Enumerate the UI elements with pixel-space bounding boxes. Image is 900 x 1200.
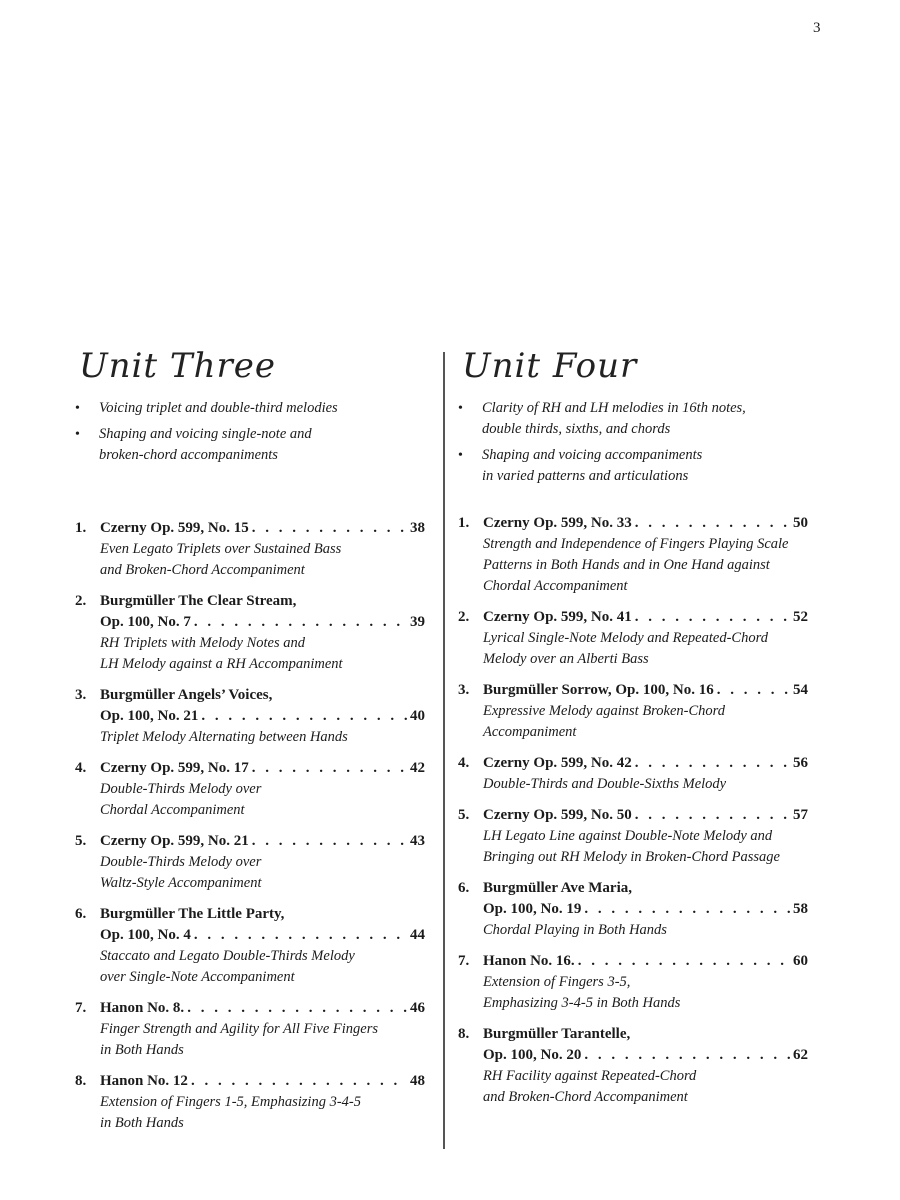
contents-entry	[458, 513, 808, 597]
entry-description: Extension of Fingers 3-5, Emphasizing 3-4-5 in Both Hands	[483, 974, 681, 1011]
entry-line	[100, 518, 425, 539]
dot-leader	[194, 612, 407, 633]
entry-number: 3.	[75, 687, 87, 703]
entry-number: 8.	[75, 1073, 87, 1089]
entry-page-number: 40	[410, 708, 425, 724]
bullet-icon: •	[75, 427, 80, 442]
goal-item: • Voicing triplet and double-third melodies	[75, 398, 425, 419]
dot-leader	[252, 831, 407, 852]
contents-entry	[458, 607, 808, 670]
entry-title: Burgmüller The Little Party,	[100, 906, 285, 922]
contents-entry	[458, 680, 808, 743]
unit-goals	[458, 398, 808, 487]
entry-number: 5.	[458, 807, 470, 823]
dot-leader	[635, 753, 790, 774]
entry-heading: Hanon No. 12	[100, 1073, 188, 1089]
entry-line	[100, 758, 425, 779]
dot-leader	[201, 706, 407, 727]
goal-item: • Shaping and voicing accompaniments in varied patterns and articulations	[458, 447, 703, 484]
entry-number: 7.	[75, 1000, 87, 1016]
unit-goals	[75, 398, 425, 466]
entry-line	[483, 513, 808, 534]
bullet-icon: •	[75, 401, 80, 416]
entry-description: Finger Strength and Agility for All Five Fingers in Both Hands	[100, 1021, 379, 1058]
contents-entry	[75, 758, 425, 821]
entry-heading: Op. 100, No. 7	[100, 614, 191, 630]
dot-leader	[578, 951, 790, 972]
entry-line	[100, 998, 425, 1019]
contents-entry	[75, 518, 425, 581]
contents-entry	[75, 998, 425, 1061]
dot-leader	[584, 1045, 790, 1066]
entry-title: Burgmüller Tarantelle,	[483, 1026, 631, 1042]
entry-line	[100, 1071, 425, 1092]
contents-list	[75, 518, 425, 1134]
entry-title: Burgmüller Ave Maria,	[483, 880, 633, 896]
entry-heading: Op. 100, No. 4	[100, 927, 191, 943]
dot-leader	[584, 899, 790, 920]
goal-item: • Clarity of RH and LH melodies in 16th notes, double thirds, sixths, and chords	[458, 400, 746, 437]
entry-page-number: 58	[793, 901, 808, 917]
entry-heading: Czerny Op. 599, No. 42	[483, 755, 632, 771]
entry-number: 2.	[458, 609, 470, 625]
dot-leader	[252, 518, 407, 539]
entry-number: 5.	[75, 833, 87, 849]
entry-page-number: 60	[793, 953, 808, 969]
entry-heading: Czerny Op. 599, No. 50	[483, 807, 632, 823]
entry-page-number: 44	[410, 927, 425, 943]
contents-entry	[75, 1071, 425, 1134]
entry-page-number: 50	[793, 515, 808, 531]
entry-line	[100, 612, 425, 633]
dot-leader	[194, 925, 407, 946]
entry-line	[100, 925, 425, 946]
entry-heading: Czerny Op. 599, No. 41	[483, 609, 632, 625]
dot-leader	[635, 607, 790, 628]
contents-entry	[458, 753, 808, 795]
entry-description: Double-Thirds and Double-Sixths Melody	[483, 776, 727, 792]
entry-line	[483, 680, 808, 701]
entry-heading: Czerny Op. 599, No. 33	[483, 515, 632, 531]
entry-description: Expressive Melody against Broken-Chord Accompaniment	[483, 703, 726, 740]
page-number: 3	[813, 20, 821, 36]
entry-page-number: 62	[793, 1047, 808, 1063]
entry-heading: Op. 100, No. 19	[483, 901, 582, 917]
contents-entry	[75, 831, 425, 894]
entry-description: LH Legato Line against Double-Note Melody and Bringing out RH Melody in Broken-Chord Passage	[483, 828, 780, 865]
entry-heading: Hanon No. 8.	[100, 1000, 185, 1016]
contents-entry	[458, 805, 808, 868]
entry-line	[483, 1045, 808, 1066]
entry-heading: Czerny Op. 599, No. 17	[100, 760, 249, 776]
entry-heading: Op. 100, No. 20	[483, 1047, 582, 1063]
entry-description: RH Facility against Repeated-Chord and Broken-Chord Accompaniment	[483, 1068, 697, 1105]
entry-number: 1.	[458, 515, 470, 531]
entry-page-number: 38	[410, 520, 425, 536]
entry-description: Chordal Playing in Both Hands	[483, 922, 667, 938]
dot-leader	[635, 805, 790, 826]
unit-three-column	[75, 340, 425, 1144]
goal-item: • Shaping and voicing single-note and broken-chord accompaniments	[75, 426, 312, 463]
contents-list	[458, 513, 808, 1108]
dot-leader	[635, 513, 790, 534]
entry-line	[100, 706, 425, 727]
column-divider	[443, 352, 445, 1149]
contents-entry	[75, 685, 425, 748]
bullet-icon: •	[458, 448, 463, 463]
entry-heading: Czerny Op. 599, No. 21	[100, 833, 249, 849]
entry-line	[483, 805, 808, 826]
unit-title: Unit Four	[462, 346, 638, 386]
entry-heading: Hanon No. 16.	[483, 953, 575, 969]
contents-entry	[458, 951, 808, 1014]
entry-page-number: 42	[410, 760, 425, 776]
entry-page-number: 39	[410, 614, 425, 630]
entry-page-number: 52	[793, 609, 808, 625]
entry-title: Burgmüller Angels’ Voices,	[100, 687, 273, 703]
entry-number: 1.	[75, 520, 87, 536]
entry-page-number: 57	[793, 807, 808, 823]
entry-page-number: 54	[793, 682, 808, 698]
contents-entry	[75, 904, 425, 988]
entry-line	[483, 753, 808, 774]
entry-line	[100, 831, 425, 852]
entry-description: Strength and Independence of Fingers Playing Scale Patterns in Both Hands and in One Hand against Chordal Accompaniment	[483, 536, 789, 594]
dot-leader	[191, 1071, 407, 1092]
entry-description: Even Legato Triplets over Sustained Bass and Broken-Chord Accompaniment	[100, 541, 342, 578]
entry-line	[483, 607, 808, 628]
entry-description: Lyrical Single-Note Melody and Repeated-Chord Melody over an Alberti Bass	[483, 630, 768, 667]
unit-four-column	[458, 340, 808, 1118]
contents-entry	[75, 591, 425, 675]
entry-number: 4.	[75, 760, 87, 776]
entry-title: Burgmüller The Clear Stream,	[100, 593, 297, 609]
entry-description: Double-Thirds Melody over Chordal Accompaniment	[100, 781, 262, 818]
entry-description: RH Triplets with Melody Notes and LH Melody against a RH Accompaniment	[100, 635, 343, 672]
entry-heading: Czerny Op. 599, No. 15	[100, 520, 249, 536]
entry-heading: Op. 100, No. 21	[100, 708, 199, 724]
entry-description: Triplet Melody Alternating between Hands	[100, 729, 348, 745]
entry-number: 6.	[75, 906, 87, 922]
entry-line	[483, 899, 808, 920]
entry-page-number: 43	[410, 833, 425, 849]
unit-title: Unit Three	[79, 346, 276, 386]
entry-page-number: 46	[410, 1000, 425, 1016]
entry-line	[483, 951, 808, 972]
entry-description: Double-Thirds Melody over Waltz-Style Accompaniment	[100, 854, 262, 891]
entry-number: 7.	[458, 953, 470, 969]
contents-entry	[458, 1024, 808, 1108]
entry-number: 2.	[75, 593, 87, 609]
entry-description: Extension of Fingers 1-5, Emphasizing 3-4-5 in Both Hands	[100, 1094, 361, 1131]
entry-number: 3.	[458, 682, 470, 698]
entry-description: Staccato and Legato Double-Thirds Melody over Single-Note Accompaniment	[100, 948, 355, 985]
entry-heading: Burgmüller Sorrow, Op. 100, No. 16	[483, 682, 714, 698]
bullet-icon: •	[458, 401, 463, 416]
dot-leader	[187, 998, 407, 1019]
entry-page-number: 48	[410, 1073, 425, 1089]
contents-entry	[458, 878, 808, 941]
dot-leader	[252, 758, 407, 779]
entry-number: 6.	[458, 880, 470, 896]
entry-number: 8.	[458, 1026, 470, 1042]
dot-leader	[717, 680, 790, 701]
entry-page-number: 56	[793, 755, 808, 771]
entry-number: 4.	[458, 755, 470, 771]
